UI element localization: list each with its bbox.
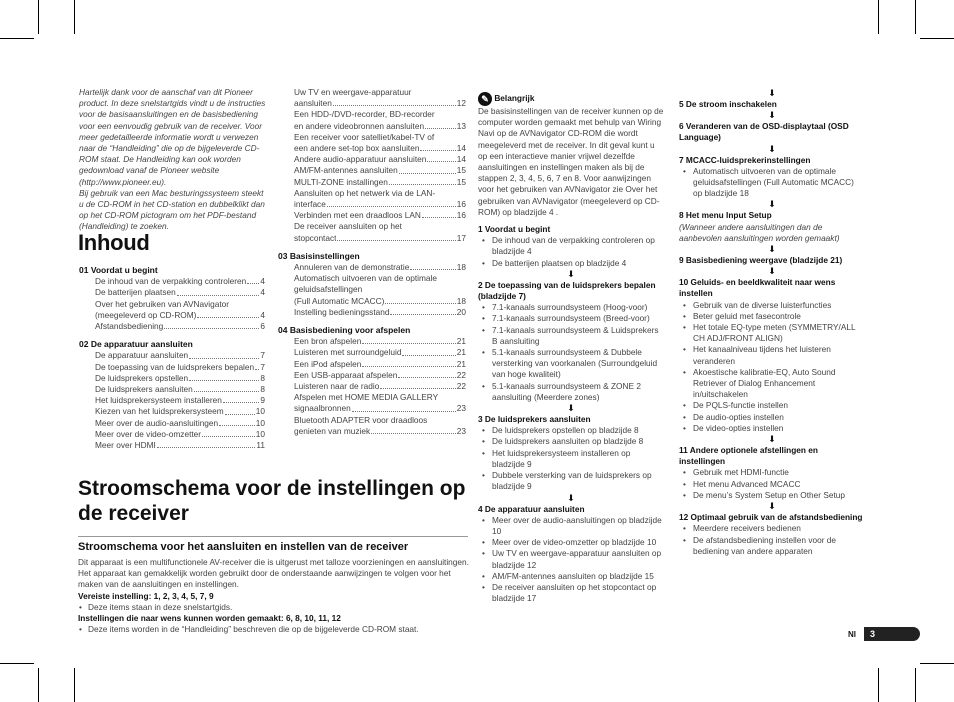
toc-entry-page: 7 <box>260 350 265 361</box>
toc-entry <box>79 395 265 406</box>
toc-leader-dots <box>420 143 455 151</box>
toc-entry <box>278 98 466 109</box>
toc-leader-dots <box>194 384 260 392</box>
important-text: De basisinstellingen van de receiver kunnen op de computer worden gemaakt met behulp van Wiring Navi op de AVNavigator CD-ROM die wordt meegeleverd met de receiver. In dit geval kunt u op een interactieve manier vrijwel dezelfde aansluitingen en instellingen maken als bij de stappen 2, 3, 4, 5, 6, 7 en 8. Voor aanwijzingen voor het gebruiken van AVNavigator zie Over het gebruiken van AVNavigator (meegeleverd op CD-ROM) op bladzijde 4 . <box>478 106 664 217</box>
essential-steps: : 1, 2, 3, 4, 5, 7, 9 <box>148 590 214 601</box>
toc-entry-title: Annuleren van de demonstratie <box>294 262 410 273</box>
step-item: • Het luidsprekersysteem installeren op bladzijde 9 <box>478 448 664 470</box>
step-item: • Uw TV en weergave-apparatuur aansluiten op bladzijde 12 <box>478 548 664 570</box>
toc-entry-page: 21 <box>456 358 466 369</box>
toc-entry-title: De luidsprekers aansluiten <box>95 384 193 395</box>
toc-entry-title: Meer over de audio-aansluitingen <box>95 417 219 428</box>
step-item: • 7.1-kanaals surroundsysteem (Hoog-voor) <box>478 302 664 313</box>
crop-mark <box>920 38 954 39</box>
toc-entry-title: genieten van muziek <box>294 425 371 436</box>
toc-entry-page: 13 <box>456 120 466 131</box>
toc-title: Inhoud <box>78 230 150 255</box>
toc-middle-column <box>278 87 466 437</box>
crop-mark <box>878 668 879 702</box>
toc-entry-page: 12 <box>456 98 466 109</box>
toc-entry-page: 7 <box>260 361 265 372</box>
down-arrow-icon: ⬇ <box>567 403 575 414</box>
toc-entry <box>278 165 466 176</box>
toc-entry-title: een andere set-top box aansluiten <box>294 143 420 154</box>
step-item: • De afstandsbediening instellen voor de bediening van andere apparaten <box>679 535 865 557</box>
toc-leader-dots <box>223 395 260 403</box>
step-item: • Beter geluid met fasecontrole <box>679 311 865 322</box>
crop-mark <box>74 0 75 34</box>
toc-entry-page: 22 <box>456 381 466 392</box>
toc-entry <box>278 121 466 132</box>
toc-entry-title: (meegeleverd op CD-ROM) <box>95 309 197 320</box>
toc-entry-title: Automatisch uitvoeren van de optimale <box>294 273 437 284</box>
down-arrow-icon: ⬇ <box>567 268 575 279</box>
toc-leader-dots <box>362 359 455 367</box>
down-arrow-icon: ⬇ <box>768 88 776 98</box>
important-note <box>478 92 664 218</box>
toc-entry-page: 18 <box>456 295 466 306</box>
down-arrow-icon: ⬇ <box>768 110 776 121</box>
toc-entry-title: MULTI-ZONE installingen <box>294 176 388 187</box>
toc-leader-dots <box>164 321 259 329</box>
toc-entry-page: 20 <box>456 306 466 317</box>
toc-entry-page: 4 <box>260 276 265 287</box>
down-arrow-icon: ⬇ <box>768 434 776 445</box>
step-heading: 9 Basisbediening weergave (bladzijde 21) <box>679 255 843 266</box>
toc-entry <box>79 276 265 287</box>
toc-entry-title: Meer over HDMI <box>95 440 156 451</box>
down-arrow-icon: ⬇ <box>768 244 776 255</box>
step-heading: 5 De stroom inschakelen <box>679 99 777 109</box>
toc-entry-page: 15 <box>456 165 466 176</box>
toc-entry <box>79 350 265 361</box>
toc-entry-page: 23 <box>456 425 466 436</box>
toc-entry <box>79 310 265 321</box>
toc-entry <box>278 307 466 318</box>
steps-list <box>478 224 664 604</box>
essential-note: • Deze items staan in deze snelstartgids. <box>78 602 470 613</box>
toc-entry-title: De toepassing van de luidsprekers bepalen <box>95 361 255 372</box>
step-item: • Gebruik met HDMI-functie <box>679 467 865 478</box>
page-language: Nl <box>848 630 856 639</box>
toc-entry <box>278 143 466 154</box>
toc-leader-dots <box>389 177 456 185</box>
toc-entry-title: Een USB-apparaat afspelen <box>294 369 398 380</box>
down-arrow-icon: ⬇ <box>768 199 776 210</box>
step-heading: 1 Voordat u begint <box>478 224 551 235</box>
essential-label: Vereiste instelling <box>78 590 149 601</box>
step-item: • AM/FM-antennes aansluiten op bladzijde 15 <box>478 571 664 582</box>
toc-leader-dots <box>247 276 259 284</box>
important-icon: ✎ <box>478 92 492 106</box>
toc-leader-dots <box>202 429 255 437</box>
toc-entry-title: Verbinden met een draadloos LAN <box>294 210 421 221</box>
toc-leader-dots <box>385 296 455 304</box>
toc-entry-title: (Full Automatic MCACC) <box>294 295 385 306</box>
crop-mark <box>920 663 954 664</box>
toc-entry-page: 10 <box>255 406 265 417</box>
step-item: • De batterijen plaatsen op bladzijde 4 <box>478 258 664 269</box>
toc-left-column <box>79 265 265 451</box>
toc-entry-page: 10 <box>255 417 265 428</box>
step-item: • Automatisch uitvoeren van de optimale geluidsafstellingen (Full Automatic MCACC) op bladzijde 18 <box>679 166 865 200</box>
toc-leader-dots <box>390 307 455 315</box>
toc-entry-page: 21 <box>456 336 466 347</box>
toc-entry <box>79 406 265 417</box>
toc-entry <box>278 262 466 273</box>
step-heading: 3 De luidsprekers aansluiten <box>478 414 591 425</box>
toc-entry <box>79 321 265 332</box>
toc-entry <box>278 296 466 307</box>
crop-mark <box>915 668 916 702</box>
toc-leader-dots <box>425 121 456 129</box>
toc-entry-title: signaalbronnen <box>294 403 351 414</box>
intro-paragraph: Bij gebruik van een Mac besturingssysteem steekt u de CD-ROM in het CD-station en dubbelklikt dan op het CD-ROM pictogram om het PDF-bestand (Handleiding) te zoeken. <box>79 187 265 232</box>
toc-entry-title: Luisteren met surroundgeluid <box>294 347 402 358</box>
toc-entry <box>278 154 466 165</box>
down-arrow-icon: ⬇ <box>768 501 776 512</box>
toc-leader-dots <box>380 381 455 389</box>
toc-entry-page: 14 <box>456 154 466 165</box>
toc-entry-title: Instelling bedieningsstand <box>294 306 390 317</box>
toc-entry <box>278 426 466 437</box>
toc-entry-page: 4 <box>260 287 265 298</box>
toc-leader-dots <box>189 373 259 381</box>
toc-entry <box>278 370 466 381</box>
step-item: • 7.1-kanaals surroundsysteem & Luidsprekers B aansluiting <box>478 325 664 347</box>
optional-label: Instellingen die naar wens kunnen worden gemaakt <box>78 613 281 624</box>
crop-mark <box>38 668 39 702</box>
toc-entry <box>278 336 466 347</box>
toc-entry <box>278 210 466 221</box>
toc-entry <box>79 418 265 429</box>
step-item: • Gebruik van de diverse luisterfuncties <box>679 300 865 311</box>
crop-mark <box>0 663 34 664</box>
step-item: • Het menu Advanced MCACC <box>679 479 865 490</box>
toc-entry-title: Afspelen met HOME MEDIA GALLERY <box>294 392 439 403</box>
crop-mark <box>74 668 75 702</box>
down-arrow-icon: ⬇ <box>567 492 575 503</box>
step-heading: 11 Andere optionele afstellingen en instellingen <box>679 445 818 467</box>
toc-entry-title: geluidsafstellingen <box>294 284 363 295</box>
toc-entry-page: 6 <box>260 321 265 332</box>
step-heading: 10 Geluids- en beeldkwaliteit naar wens instellen <box>679 277 836 299</box>
step-item: • Het totale EQ-type meten (SYMMETRY/ALL CH ADJ/FRONT ALIGN) <box>679 322 865 344</box>
step-note: (Wanneer andere aansluitingen dan de aanbevolen aansluitingen worden gemaakt) <box>679 221 840 243</box>
toc-entry-page: 18 <box>456 262 466 273</box>
toc-leader-dots <box>352 403 456 411</box>
toc-entry <box>278 177 466 188</box>
toc-entry-title: De batterijen plaatsen <box>95 287 176 298</box>
toc-leader-dots <box>398 370 455 378</box>
toc-entry-page: 21 <box>456 347 466 358</box>
toc-entry-page: 8 <box>260 384 265 395</box>
crop-mark <box>915 0 916 34</box>
toc-section-heading: 01 Voordat u begint <box>79 265 158 275</box>
crop-mark <box>0 38 34 39</box>
toc-entry-page: 15 <box>456 176 466 187</box>
step-item: • Het kanaalniveau tijdens het luisteren veranderen <box>679 344 865 366</box>
step-item: • Meerdere receivers bedienen <box>679 523 865 534</box>
step-item: • De inhoud van de verpakking controleren op bladzijde 4 <box>478 235 664 257</box>
toc-entry-page: 16 <box>456 210 466 221</box>
toc-entry-title: stopcontact <box>294 232 337 243</box>
step-item: • De receiver aansluiten op het stopcontact op bladzijde 17 <box>478 582 664 604</box>
toc-leader-dots <box>197 310 259 318</box>
toc-entry-title: AM/FM-antennes aansluiten <box>294 165 398 176</box>
step-heading: 4 De apparatuur aansluiten <box>478 503 585 514</box>
crop-mark <box>878 0 879 34</box>
body-text <box>78 557 470 635</box>
step-item: • De audio-opties instellen <box>679 412 865 423</box>
toc-entry-title: Uw TV en weergave-apparatuur <box>294 87 412 97</box>
step-item: • Meer over de video-omzetter op bladzijde 10 <box>478 537 664 548</box>
toc-entry <box>79 287 265 298</box>
toc-leader-dots <box>422 210 456 218</box>
step-item: • De video-opties instellen <box>679 423 865 434</box>
toc-entry <box>278 233 466 244</box>
toc-entry-page: 22 <box>456 369 466 380</box>
step-item: • Meer over de audio-aansluitingen op bladzijde 10 <box>478 515 664 537</box>
toc-entry-title: Een HDD-/DVD-recorder, BD-recorder <box>294 109 435 120</box>
body-paragraph: Dit apparaat is een multifunctionele AV-receiver die is uitgerust met talloze voorzieningen en aansluitingen. Het apparaat kan gemakkelijk worden gebruikt door de onderstaande aanwijzingen te volgen voor het maken van de aansluitingen en instellingen. <box>78 557 469 590</box>
toc-leader-dots <box>371 426 456 434</box>
toc-entry <box>79 429 265 440</box>
toc-entry <box>79 440 265 451</box>
toc-entry-title: Een bron afspelen <box>294 336 362 347</box>
toc-entry-page: 17 <box>456 232 466 243</box>
toc-leader-dots <box>225 406 255 414</box>
down-arrow-icon: ⬇ <box>768 266 776 277</box>
toc-leader-dots <box>427 154 455 162</box>
toc-entry-title: De luidsprekers opstellen <box>95 372 189 383</box>
toc-entry-title: Het luidsprekersysteem installeren <box>95 395 222 406</box>
toc-section-heading: 03 Basisinstellingen <box>278 250 360 261</box>
toc-leader-dots <box>399 165 456 173</box>
toc-entry-title: Aansluiten op het netwerk via de LAN- <box>294 187 436 198</box>
toc-leader-dots <box>402 347 455 355</box>
toc-entry-title: De inhoud van de verpakking controleren <box>95 276 247 287</box>
main-title: Stroomschema voor de instellingen op de receiver <box>78 477 466 525</box>
toc-entry-title: aansluiten <box>294 98 332 109</box>
toc-leader-dots <box>362 336 455 344</box>
toc-entry-page: 16 <box>456 199 466 210</box>
toc-section-heading: 04 Basisbediening voor afspelen <box>278 325 411 336</box>
toc-entry <box>278 403 466 414</box>
toc-leader-dots <box>327 199 456 207</box>
toc-leader-dots <box>337 233 455 241</box>
important-title: Belangrijk <box>494 93 535 104</box>
toc-leader-dots <box>177 287 260 295</box>
step-item: • 5.1-kanaals surroundsysteem & Dubbele versterking van voorkanalen (Surroundgeluid van hoge kwaliteit) <box>478 347 664 381</box>
toc-entry-page: 10 <box>255 428 265 439</box>
toc-entry <box>79 384 265 395</box>
step-item: • De luidsprekers aansluiten op bladzijde 8 <box>478 436 664 447</box>
flow-column-4 <box>679 88 865 557</box>
toc-entry-title: Kiezen van het luidsprekersysteem <box>95 406 224 417</box>
toc-entry <box>278 381 466 392</box>
toc-entry <box>79 362 265 373</box>
intro-text <box>79 87 267 233</box>
optional-steps: : 6, 8, 10, 11, 12 <box>280 613 341 624</box>
toc-entry-title: Een iPod afspelen <box>294 358 362 369</box>
step-heading: 2 De toepassing van de luidsprekers bepalen (bladzijde 7) <box>478 279 656 302</box>
toc-entry <box>278 199 466 210</box>
toc-entry-title: Bluetooth ADAPTER voor draadloos <box>294 414 428 425</box>
toc-entry-page: 9 <box>260 395 265 406</box>
flow-column-3 <box>478 92 664 604</box>
section-rule <box>78 536 468 537</box>
toc-entry-page: 8 <box>260 372 265 383</box>
toc-entry <box>278 359 466 370</box>
page-number: 3 <box>864 627 920 641</box>
toc-entry-title: Luisteren naar de radio <box>294 381 380 392</box>
toc-entry-title: Afstandsbediening <box>95 321 164 332</box>
toc-entry-title: De apparatuur aansluiten <box>95 350 189 361</box>
toc-entry-title: interface <box>294 199 326 210</box>
toc-entry-title: De receiver aansluiten op het <box>294 221 402 232</box>
toc-entry-page: 11 <box>256 440 265 451</box>
step-item: • 5.1-kanaals surroundsysteem & ZONE 2 aansluiting (Meerdere zones) <box>478 381 664 403</box>
toc-leader-dots <box>255 362 259 370</box>
toc-leader-dots <box>219 418 255 426</box>
step-item: • De luidsprekers opstellen op bladzijde 8 <box>478 425 664 436</box>
toc-entry-page: 14 <box>456 143 466 154</box>
toc-entry <box>79 373 265 384</box>
step-item: • Akoestische kalibratie-EQ, Auto Sound Retriever of Dialog Enhancement in/uitschakelen <box>679 367 865 401</box>
down-arrow-icon: ⬇ <box>768 143 776 154</box>
toc-entry-title: Een receiver voor satelliet/kabel-TV of <box>294 131 435 142</box>
toc-leader-dots <box>189 350 259 358</box>
toc-entry-page: 23 <box>456 403 466 414</box>
step-item: • 7.1-kanaals surroundsysteem (Breed-voor) <box>478 313 664 324</box>
intro-paragraph: Hartelijk dank voor de aanschaf van dit Pioneer product. In deze snelstartgids vindt u de instructies voor de basisaansluitingen en de basisbediening voor een eenvoudig gebruik van de receiver. Voor meer gedetailleerde informatie wordt u verwezen naar de “Handleiding” die op de bijgeleverde CD-ROM staat. De Handleiding kan ook worden gedownload vanaf de Pioneer website (http://www.pioneer.eu). <box>79 87 266 187</box>
optional-note: • Deze items worden in de “Handleiding” beschreven die op de bijgeleverde CD-ROM staat. <box>78 624 470 635</box>
toc-entry-title: en andere videobronnen aansluiten <box>294 120 425 131</box>
step-item: • Dubbele versterking van de luidsprekers op bladzijde 9 <box>478 470 664 492</box>
step-heading: 6 Veranderen van de OSD-displaytaal (OSD Language) <box>679 121 849 143</box>
step-item: • De menu’s System Setup en Other Setup <box>679 490 865 501</box>
sub-title: Stroomschema voor het aansluiten en instellen van de receiver <box>78 541 409 553</box>
toc-entry <box>278 347 466 358</box>
toc-entry-page: 4 <box>260 309 265 320</box>
step-heading: 12 Optimaal gebruik van de afstandsbediening <box>679 512 863 523</box>
toc-entry-title: Andere audio-apparatuur aansluiten <box>294 154 427 165</box>
step-heading: 8 Het menu Input Setup <box>679 210 772 221</box>
crop-mark <box>38 0 39 34</box>
step-item: • De PQLS-functie instellen <box>679 400 865 411</box>
step-heading: 7 MCACC-luidsprekerinstellingen <box>679 154 811 165</box>
toc-entry-title: Over het gebruiken van AVNavigator <box>95 298 230 309</box>
toc-leader-dots <box>333 98 456 106</box>
toc-entry-title: Meer over de video-omzetter <box>95 428 202 439</box>
toc-leader-dots <box>410 262 455 270</box>
toc-leader-dots <box>157 440 256 448</box>
toc-section-heading: 02 De apparatuur aansluiten <box>79 339 193 350</box>
